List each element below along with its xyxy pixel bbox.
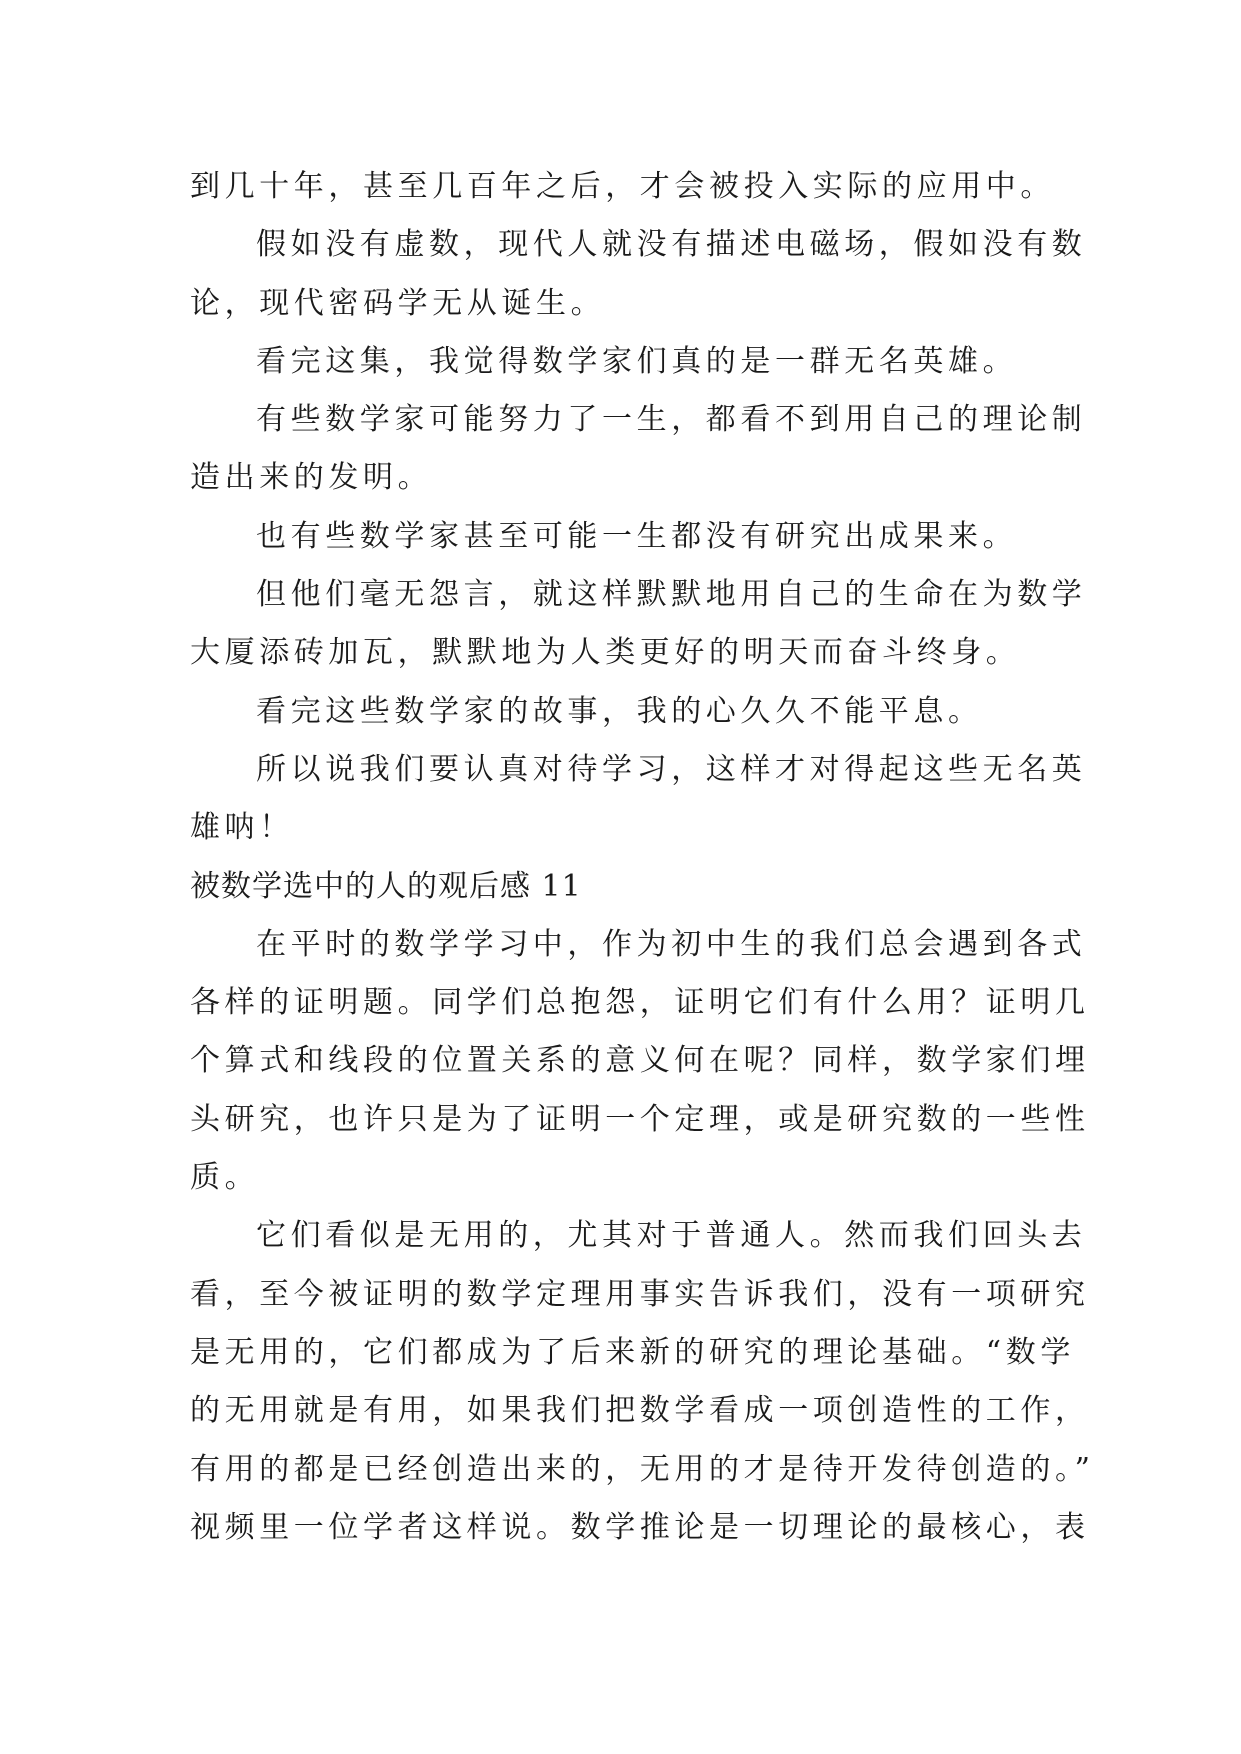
section-heading: 被数学选中的人的观后感 11 (190, 868, 582, 904)
text-line: 论，现代密码学无从诞生。 (190, 285, 606, 321)
text-line: 质。 (190, 1160, 260, 1196)
text-line: 雄呐！ (190, 810, 294, 846)
paragraph-line: 在平时的数学学习中，作为初中生的我们总会遇到各式 (256, 926, 1087, 962)
text-line: 各样的证明题。同学们总抱怨，证明它们有什么用？证明几 (190, 985, 1090, 1021)
text-line: 看，至今被证明的数学定理用事实告诉我们，没有一项研究 (190, 1276, 1090, 1312)
paragraph-line: 也有些数学家甚至可能一生都没有研究出成果来。 (256, 518, 1018, 554)
document-page (190, 158, 1095, 1557)
text-line: 头研究，也许只是为了证明一个定理，或是研究数的一些性 (190, 1101, 1090, 1137)
text-line: 到几十年，甚至几百年之后，才会被投入实际的应用中。 (190, 169, 1055, 204)
paragraph-line: 所以说我们要认真对待学习，这样才对得起这些无名英 (256, 751, 1087, 787)
paragraph-line: 它们看似是无用的，尤其对于普通人。然而我们回头去 (256, 1218, 1087, 1254)
text-line: 视频里一位学者这样说。数学推论是一切理论的最核心，表 (190, 1509, 1090, 1545)
text-line: 造出来的发明。 (190, 460, 433, 496)
paragraph-line: 有些数学家可能努力了一生，都看不到用自己的理论制 (256, 402, 1087, 438)
text-line: 的无用就是有用，如果我们把数学看成一项创造性的工作， (190, 1393, 1090, 1429)
text-line: 是无用的，它们都成为了后来新的研究的理论基础。“数学 (190, 1334, 1075, 1370)
text-line: 个算式和线段的位置关系的意义何在呢？同样，数学家们埋 (190, 1043, 1090, 1079)
text-line: 大厦添砖加瓦，默默地为人类更好的明天而奋斗终身。 (190, 635, 1021, 671)
paragraph-line: 假如没有虚数，现代人就没有描述电磁场，假如没有数 (256, 227, 1087, 263)
text-line: 有用的都是已经创造出来的，无用的才是待开发待创造的。” (190, 1451, 1095, 1487)
paragraph-line: 但他们毫无怨言，就这样默默地用自己的生命在为数学 (256, 577, 1087, 613)
paragraph-line: 看完这些数学家的故事，我的心久久不能平息。 (256, 693, 983, 729)
paragraph-line: 看完这集，我觉得数学家们真的是一群无名英雄。 (256, 343, 1018, 379)
